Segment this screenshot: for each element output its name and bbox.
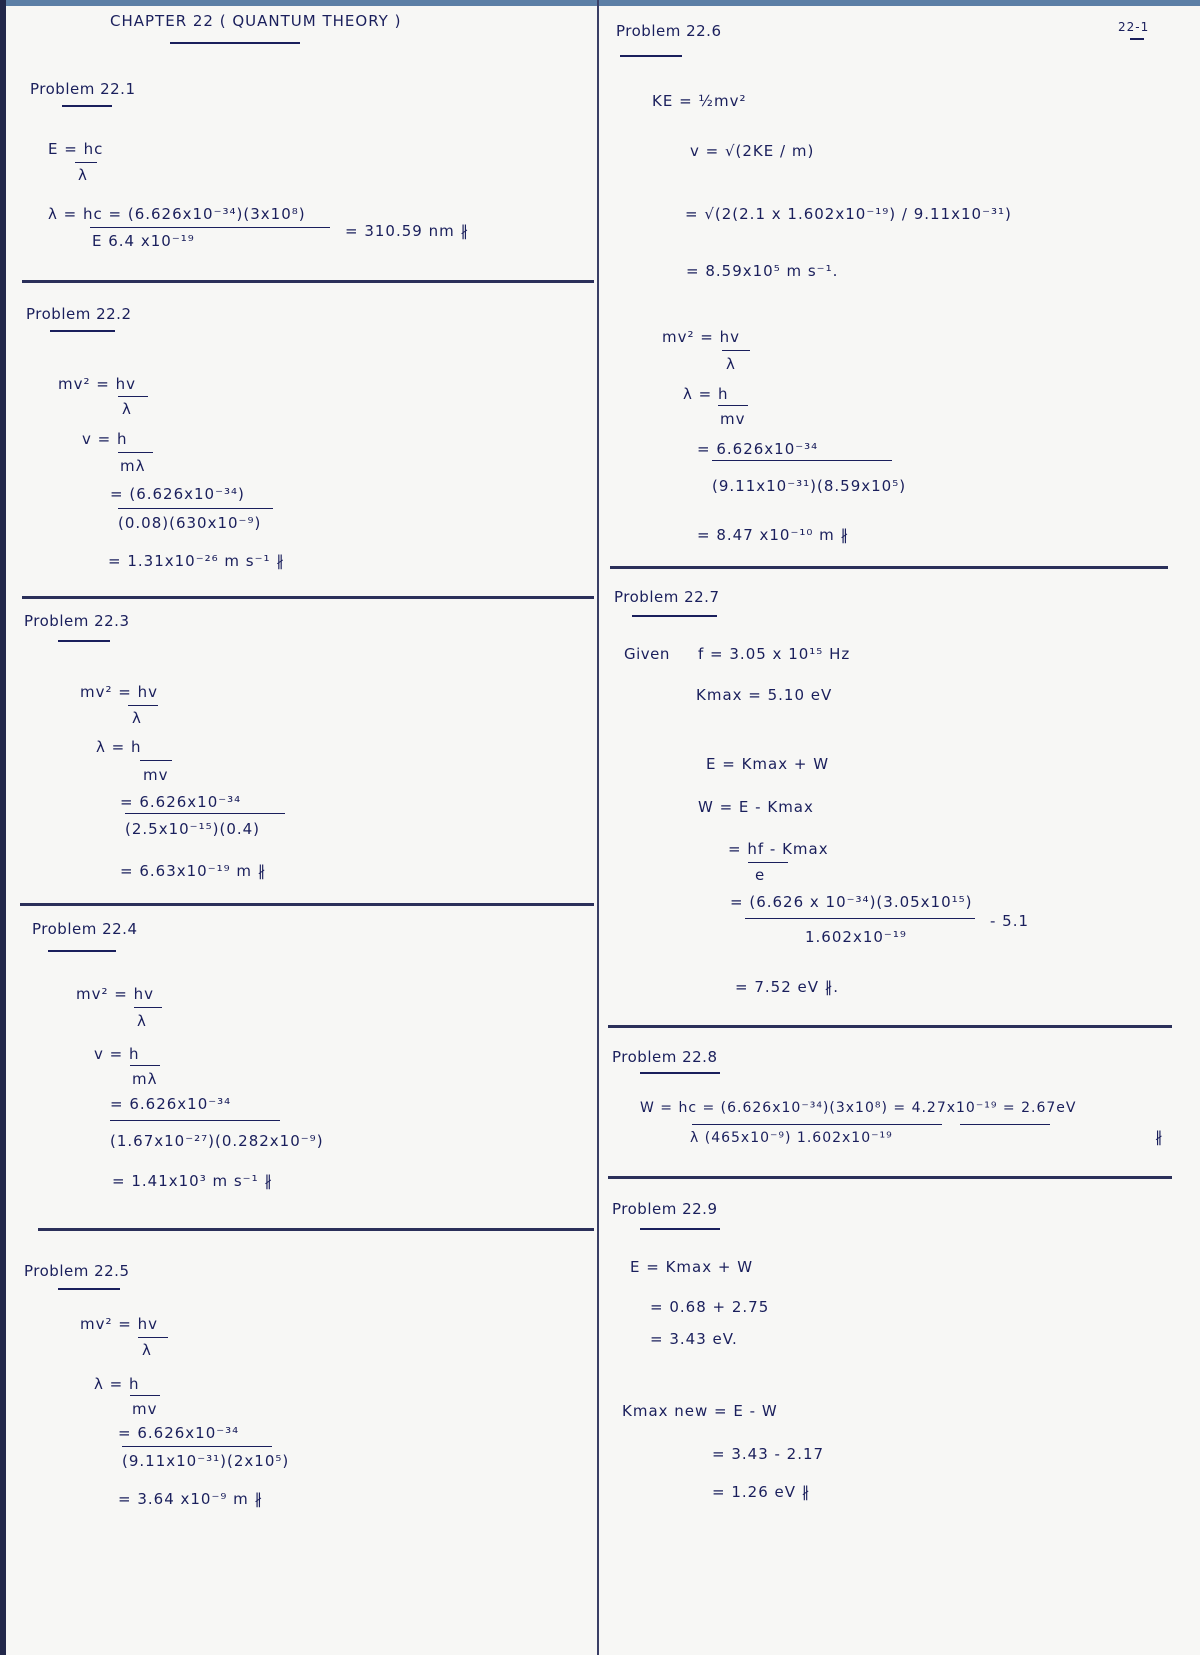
equation-line: λ = hc = (6.626x10⁻³⁴)(3x10⁸) <box>48 205 306 223</box>
problem-heading: Problem 22.1 <box>30 80 136 98</box>
equation-denominator: λ <box>137 1012 147 1030</box>
equation-denominator: E 6.4 x10⁻¹⁹ <box>92 232 195 250</box>
given-label: Given <box>624 645 670 663</box>
fraction-bar <box>134 1007 162 1008</box>
equation-line: mv² = hv <box>80 683 158 701</box>
equation-line: = 6.626x10⁻³⁴ <box>120 793 242 811</box>
equation-line: mv² = hv <box>76 985 154 1003</box>
equation-denominator: (9.11x10⁻³¹)(8.59x10⁵) <box>712 477 907 495</box>
fraction-bar <box>130 1395 160 1396</box>
equation-line: λ = h <box>683 385 729 403</box>
section-divider <box>22 280 594 283</box>
result-line: = 1.41x10³ m s⁻¹ ∦ <box>112 1172 273 1190</box>
fraction-bar <box>75 162 97 163</box>
problem-heading: Problem 22.6 <box>616 22 722 40</box>
equation-line: λ = h <box>94 1375 140 1393</box>
page-number-underline <box>1130 38 1144 40</box>
section-divider <box>610 566 1168 569</box>
section-divider <box>20 903 594 906</box>
equation-line: W = E - Kmax <box>698 798 814 816</box>
fraction-bar <box>748 862 788 863</box>
fraction-bar <box>125 813 285 814</box>
fraction-bar <box>118 396 148 397</box>
equation-line: v = h <box>82 430 128 448</box>
equation-line: - 5.1 <box>990 912 1030 930</box>
result-line: = 310.59 nm ∦ <box>345 222 469 240</box>
section-divider <box>608 1025 1172 1028</box>
column-divider <box>597 0 599 1655</box>
heading-underline <box>632 615 717 617</box>
fraction-bar <box>712 460 892 461</box>
heading-underline <box>62 105 112 107</box>
heading-underline <box>58 1288 120 1290</box>
result-line: = 7.52 eV ∦. <box>735 978 840 996</box>
equation-denominator: (1.67x10⁻²⁷)(0.282x10⁻⁹) <box>110 1132 324 1150</box>
fraction-bar <box>138 1337 168 1338</box>
chapter-title: CHAPTER 22 ( QUANTUM THEORY ) <box>110 12 402 30</box>
given-line: Kmax = 5.10 eV <box>696 686 833 704</box>
equation-line: = 0.68 + 2.75 <box>650 1298 770 1316</box>
given-line: f = 3.05 x 10¹⁵ Hz <box>698 645 851 663</box>
problem-heading: Problem 22.9 <box>612 1200 718 1218</box>
equation-denominator: λ <box>122 400 132 418</box>
equation-line: E = Kmax + W <box>706 755 830 773</box>
equation-line: mv² = hv <box>80 1315 158 1333</box>
section-divider <box>38 1228 594 1231</box>
fraction-bar <box>118 452 153 453</box>
heading-underline <box>48 950 116 952</box>
equation-denominator: e <box>755 866 766 884</box>
fraction-bar <box>140 760 172 761</box>
heading-underline <box>58 640 110 642</box>
page-number: 22-1 <box>1118 20 1150 34</box>
fraction-bar <box>130 1065 160 1066</box>
equation-denominator: (2.5x10⁻¹⁵)(0.4) <box>125 820 261 838</box>
equation-denominator: mλ <box>120 457 146 475</box>
fraction-bar <box>745 918 975 919</box>
heading-underline <box>620 55 682 57</box>
result-line: = 8.47 x10⁻¹⁰ m ∦ <box>697 526 850 544</box>
equation-line: = (6.626x10⁻³⁴) <box>110 485 245 503</box>
equation-denominator: λ <box>142 1341 152 1359</box>
equation-line: = √(2(2.1 x 1.602x10⁻¹⁹) / 9.11x10⁻³¹) <box>685 205 1012 223</box>
result-line: = 1.26 eV ∦ <box>712 1483 811 1501</box>
equation-line: = 6.626x10⁻³⁴ <box>697 440 819 458</box>
fraction-bar <box>722 350 750 351</box>
fraction-bar <box>692 1124 942 1125</box>
equation-line: λ = h <box>96 738 142 756</box>
equation-line: W = hc = (6.626x10⁻³⁴)(3x10⁸) = 4.27x10⁻¹⁹ = 2.67eV <box>640 1100 1077 1116</box>
equation-denominator: (0.08)(630x10⁻⁹) <box>118 514 262 532</box>
fraction-bar <box>718 405 748 406</box>
equation-line: E = hc <box>48 140 104 158</box>
equation-line: = 6.626x10⁻³⁴ <box>118 1424 240 1442</box>
fraction-bar <box>90 227 330 228</box>
problem-heading: Problem 22.5 <box>24 1262 130 1280</box>
problem-heading: Problem 22.2 <box>26 305 132 323</box>
equation-denominator: mλ <box>132 1070 158 1088</box>
fraction-bar <box>110 1120 280 1121</box>
equation-denominator: mv <box>132 1400 158 1418</box>
equation-denominator: λ <box>726 355 736 373</box>
check-mark: ∦ <box>1155 1128 1164 1146</box>
heading-underline <box>640 1072 720 1074</box>
equation-denominator: λ (465x10⁻⁹) 1.602x10⁻¹⁹ <box>690 1130 893 1146</box>
equation-denominator: mv <box>720 410 746 428</box>
equation-line: = 3.43 eV. <box>650 1330 738 1348</box>
section-divider <box>608 1176 1172 1179</box>
equation-denominator: mv <box>143 766 169 784</box>
equation-line: = (6.626 x 10⁻³⁴)(3.05x10¹⁵) <box>730 893 973 911</box>
heading-underline <box>50 330 115 332</box>
fraction-bar <box>128 705 158 706</box>
result-line: = 6.63x10⁻¹⁹ m ∦ <box>120 862 267 880</box>
problem-heading: Problem 22.4 <box>32 920 138 938</box>
equation-line: v = √(2KE / m) <box>690 142 815 160</box>
result-line: = 1.31x10⁻²⁶ m s⁻¹ ∦ <box>108 552 285 570</box>
heading-underline <box>640 1228 720 1230</box>
problem-heading: Problem 22.3 <box>24 612 130 630</box>
fraction-bar <box>118 508 273 509</box>
page-top-edge <box>0 0 1200 6</box>
chapter-title-underline <box>170 42 300 44</box>
equation-line: = hf - Kmax <box>728 840 829 858</box>
equation-denominator: 1.602x10⁻¹⁹ <box>805 928 907 946</box>
page-left-edge <box>0 0 6 1655</box>
equation-line: Kmax new = E - W <box>622 1402 778 1420</box>
equation-line: E = Kmax + W <box>630 1258 754 1276</box>
equation-denominator: (9.11x10⁻³¹)(2x10⁵) <box>122 1452 290 1470</box>
problem-heading: Problem 22.8 <box>612 1048 718 1066</box>
fraction-bar <box>122 1446 272 1447</box>
equation-line: = 8.59x10⁵ m s⁻¹. <box>686 262 839 280</box>
equation-line: mv² = hv <box>58 375 136 393</box>
fraction-bar <box>960 1124 1050 1125</box>
result-line: = 3.64 x10⁻⁹ m ∦ <box>118 1490 264 1508</box>
equation-line: mv² = hv <box>662 328 740 346</box>
equation-denominator: λ <box>132 709 142 727</box>
equation-line: = 3.43 - 2.17 <box>712 1445 825 1463</box>
equation-line: v = h <box>94 1045 140 1063</box>
problem-heading: Problem 22.7 <box>614 588 720 606</box>
equation-line: KE = ½mv² <box>652 92 747 110</box>
section-divider <box>22 596 594 599</box>
equation-line: = 6.626x10⁻³⁴ <box>110 1095 232 1113</box>
equation-denominator: λ <box>78 166 88 184</box>
